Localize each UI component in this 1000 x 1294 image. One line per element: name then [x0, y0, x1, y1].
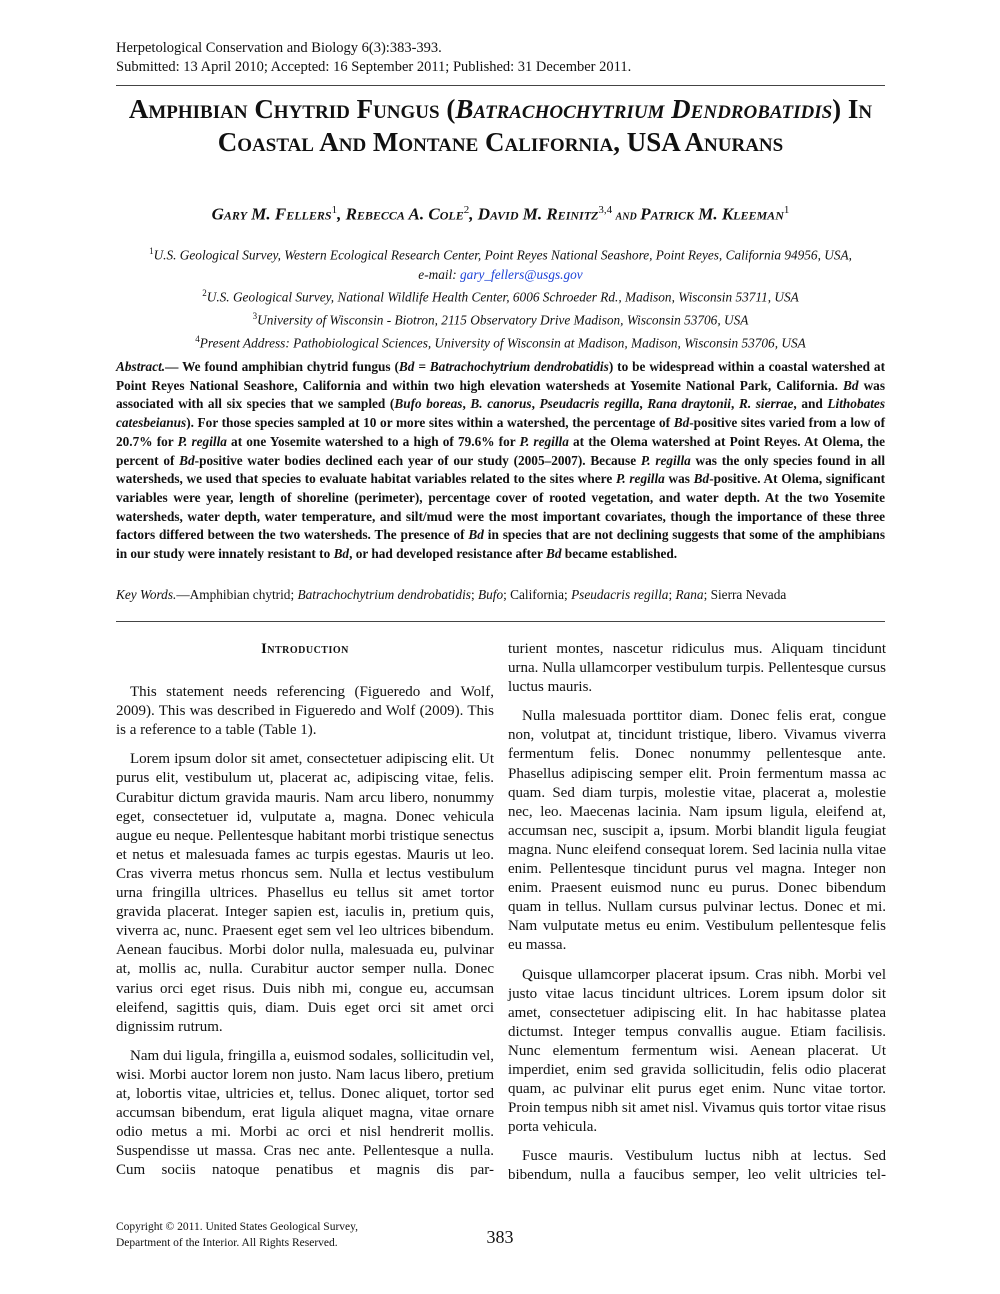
author: Rebecca A. Cole — [345, 204, 464, 224]
author: Patrick M. Kleeman — [640, 204, 784, 224]
paragraph: Lorem ipsum dolor sit amet, consectetuer adipiscing elit. Ut purus elit, vestibulum ut, placerat ac, adipiscing vitae, felis. Curabitur dictum gravida mauris. Nam arcu libero, nonummy eget, consectetuer id, vulputate a, magna. Donec vehicula augue eu neque. Pellentesque habitant morbi tristique senectus et netus et malesuada fames ac turpis egestas. Mauris ut leo. Cras viverra metus rhoncus sem. Nulla et lectus vestibulum urna fringilla ultrices. Phasellus eu tellus sit amet tortor gravida placerat. Integer sapien est, iaculis in, pretium quis, viverra ac, nunc. Praesent eget sem vel leo ultrices bibendum. Aenean faucibus. Morbi dolor nulla, malesuada eu, pulvinar at, mollis ac, nulla. Curabitur auctor semper nulla. Donec varius orci eget risus. Duis nibh mi, congue eu, accumsan eleifend, sagittis quis, diam. Duis eget orci sit amet orci dignissim rutrum. — [116, 751, 494, 1035]
page-number: 383 — [486, 1227, 514, 1247]
paragraph: Fusce mauris. Vestibulum luctus nibh at lectus. Sed bibendum, nulla a faucibus semper, leo velit ultricies tel- — [508, 1148, 886, 1184]
abstract: Abstract.— We found amphibian chytrid fungus (Bd = Batrachochytrium dendrobatidis) to be widespread within a coastal watershed at Point Reyes National Seashore, California and within two high elevation watersheds at Yosemite National Park, California. Bd was associated with all six species that we sampled (Bufo boreas, B. canorus, Pseudacris regilla, Rana draytonii, R. sierrae, and Lithobates catesbeianus). For those species sampled at 10 or more sites within a watershed, the percentage of Bd-positive sites varied from a low of 20.7% for P. regilla at one Yosemite watershed to a high of 79.6% for P. regilla at the Olema watershed at Point Reyes. At Olema, the percent of Bd-positive water bodies declined each year of our study (2005–2007). Because P. regilla was the only species found in all watersheds, we used that species to evaluate habitat variables related to the sites where P. regilla was Bd-positive. At Olema, significant variables were year, length of shoreline (perimeter), percentage cover of rooted vegetation, and water depth. At the two Yosemite watersheds, water depth, water temperature, and silt/mud were the most important covariates, though the importance of these three factors differed between the two watersheds. The presence of Bd in species that are not declining suggests that some of the amphibians in our study were innately resistant to Bd, or had developed resistance after Bd became established. — [116, 359, 886, 562]
key-words-label: Key Words. — [116, 587, 177, 602]
running-head — [116, 39, 631, 77]
copyright-notice: Copyright © 2011. United States Geological Survey, Department of the Interior. All Rights Reserved. — [116, 1221, 359, 1249]
paragraph: turient montes, nascetur ridiculus mus. Aliquam tincidunt urna. Nulla ullamcorper vestibulum turpis. Pellentesque cursus luctus mauris. — [508, 641, 886, 696]
email-line: e-mail: gary_fellers@usgs.gov — [418, 266, 583, 282]
affiliations — [116, 242, 885, 353]
affiliation-3: $^3$University of Wisconsin - Biotron, 2115 Observatory Drive Madison, Wisconsin 53706, USA — [252, 311, 749, 328]
header-rule — [116, 85, 885, 86]
section-rule — [116, 621, 885, 622]
key-words: Key Words.—Amphibian chytrid; Batrachochytrium dendrobatidis; Bufo; California; Pseudacris regilla; Rana; Sierra Nevada — [116, 587, 787, 602]
paragraph: Nulla malesuada porttitor diam. Donec felis erat, congue non, volutpat at, tincidunt tristique, libero. Vivamus viverra fermentum felis. Donec nonummy pellentesque ante. Phasellus adipiscing semper elit. Proin fermentum massa ac quam. Sed diam turpis, molestie vitae, placerat a, molestie nec, leo. Maecenas lacinia. Nam ipsum ligula, eleifend at, accumsan nec, suscipit a, ipsum. Morbi blandit ligula feugiat magna. Nunc eleifend consequat lorem. Sed lacinia nulla vitae enim. Pellentesque tincidunt purus vel magna. Integer non enim. Praesent euismod nunc eu purus. Donec bibendum quam in tellus. Nullam cursus pulvinar lectus. Donec et mi. Nam vulputate metus eu enim. Vestibulum pellentesque felis eu massa. — [508, 708, 886, 954]
paper-title: Amphibian Chytrid Fungus (Batrachochytrium Dendrobatidis) In Coastal And Montane California, USA Anurans — [128, 94, 873, 157]
author: David M. Reinitz — [477, 204, 599, 224]
paragraph: Nam dui ligula, fringilla a, euismod sodales, sollicitudin vel, wisi. Morbi auctor lorem non justo. Nam lacus libero, pretium at, lobortis vitae, ultricies et, tellus. Donec aliquet, tortor sed accumsan bibendum, erat ligula aliquet magna, vitae ornare odio metus a mi. Morbi ac orci et nisl hendrerit mollis. Suspendisse ut massa. Cras nec ante. Pellentesque a nulla. Cum sociis natoque penatibus et magnis dis par- — [116, 1047, 494, 1179]
author-list: Gary M. Fellers$^1$, Rebecca A. Cole$^2$, David M. Reinitz$^{3,4}$ and Patrick M. Kleeman$^1$ — [211, 204, 790, 224]
journal-citation: Herpetological Conservation and Biology 6(3):383-393. — [116, 40, 442, 56]
section-heading-introduction: Introduction — [261, 641, 349, 657]
title-species: Batrachochytrium Dendrobatidis — [455, 94, 833, 124]
affiliation-1: $^1$U.S. Geological Survey, Western Ecological Research Center, Point Reyes National Seashore, Point Reyes, California 94956, USA, — [149, 246, 852, 263]
affiliation-2: $^2$U.S. Geological Survey, National Wildlife Health Center, 6006 Schroeder Rd., Madison, Wisconsin 53711, USA — [202, 288, 799, 305]
submission-dates: Submitted: 13 April 2010; Accepted: 16 September 2011; Published: 31 December 2011. — [116, 59, 632, 75]
left-column — [116, 640, 494, 1180]
right-column — [508, 640, 886, 1186]
paragraph: This statement needs referencing (Figueredo and Wolf, 2009). This was described in Figueredo and Wolf (2009). This is a reference to a table (Table 1). — [116, 684, 494, 739]
affiliation-4: $^4$Present Address: Pathobiological Sciences, University of Wisconsin at Madison, Madison, Wisconsin 53706, USA — [195, 334, 806, 351]
abstract-label: Abstract. — [116, 359, 166, 374]
author: Gary M. Fellers — [211, 204, 332, 224]
paragraph: Quisque ullamcorper placerat ipsum. Cras nibh. Morbi vel justo vitae lacus tincidunt ultrices. Lorem ipsum dolor sit amet, consectetuer adipiscing elit. In hac habitasse platea dictumst. Integer tempus convallis augue. Etiam facilisis. Nunc elementum fermentum wisi. Aenean placerat. Ut imperdiet, enim sed gravida sollicitudin, felis odio placerat quam, ac pulvinar elit purus eget enim. Nunc vitae tortor. Proin tempus nibh sit amet nisl. Vivamus quis tortor vitae risus porta vehicula. — [508, 966, 886, 1136]
email-link[interactable]: gary_fellers@usgs.gov — [460, 266, 583, 282]
